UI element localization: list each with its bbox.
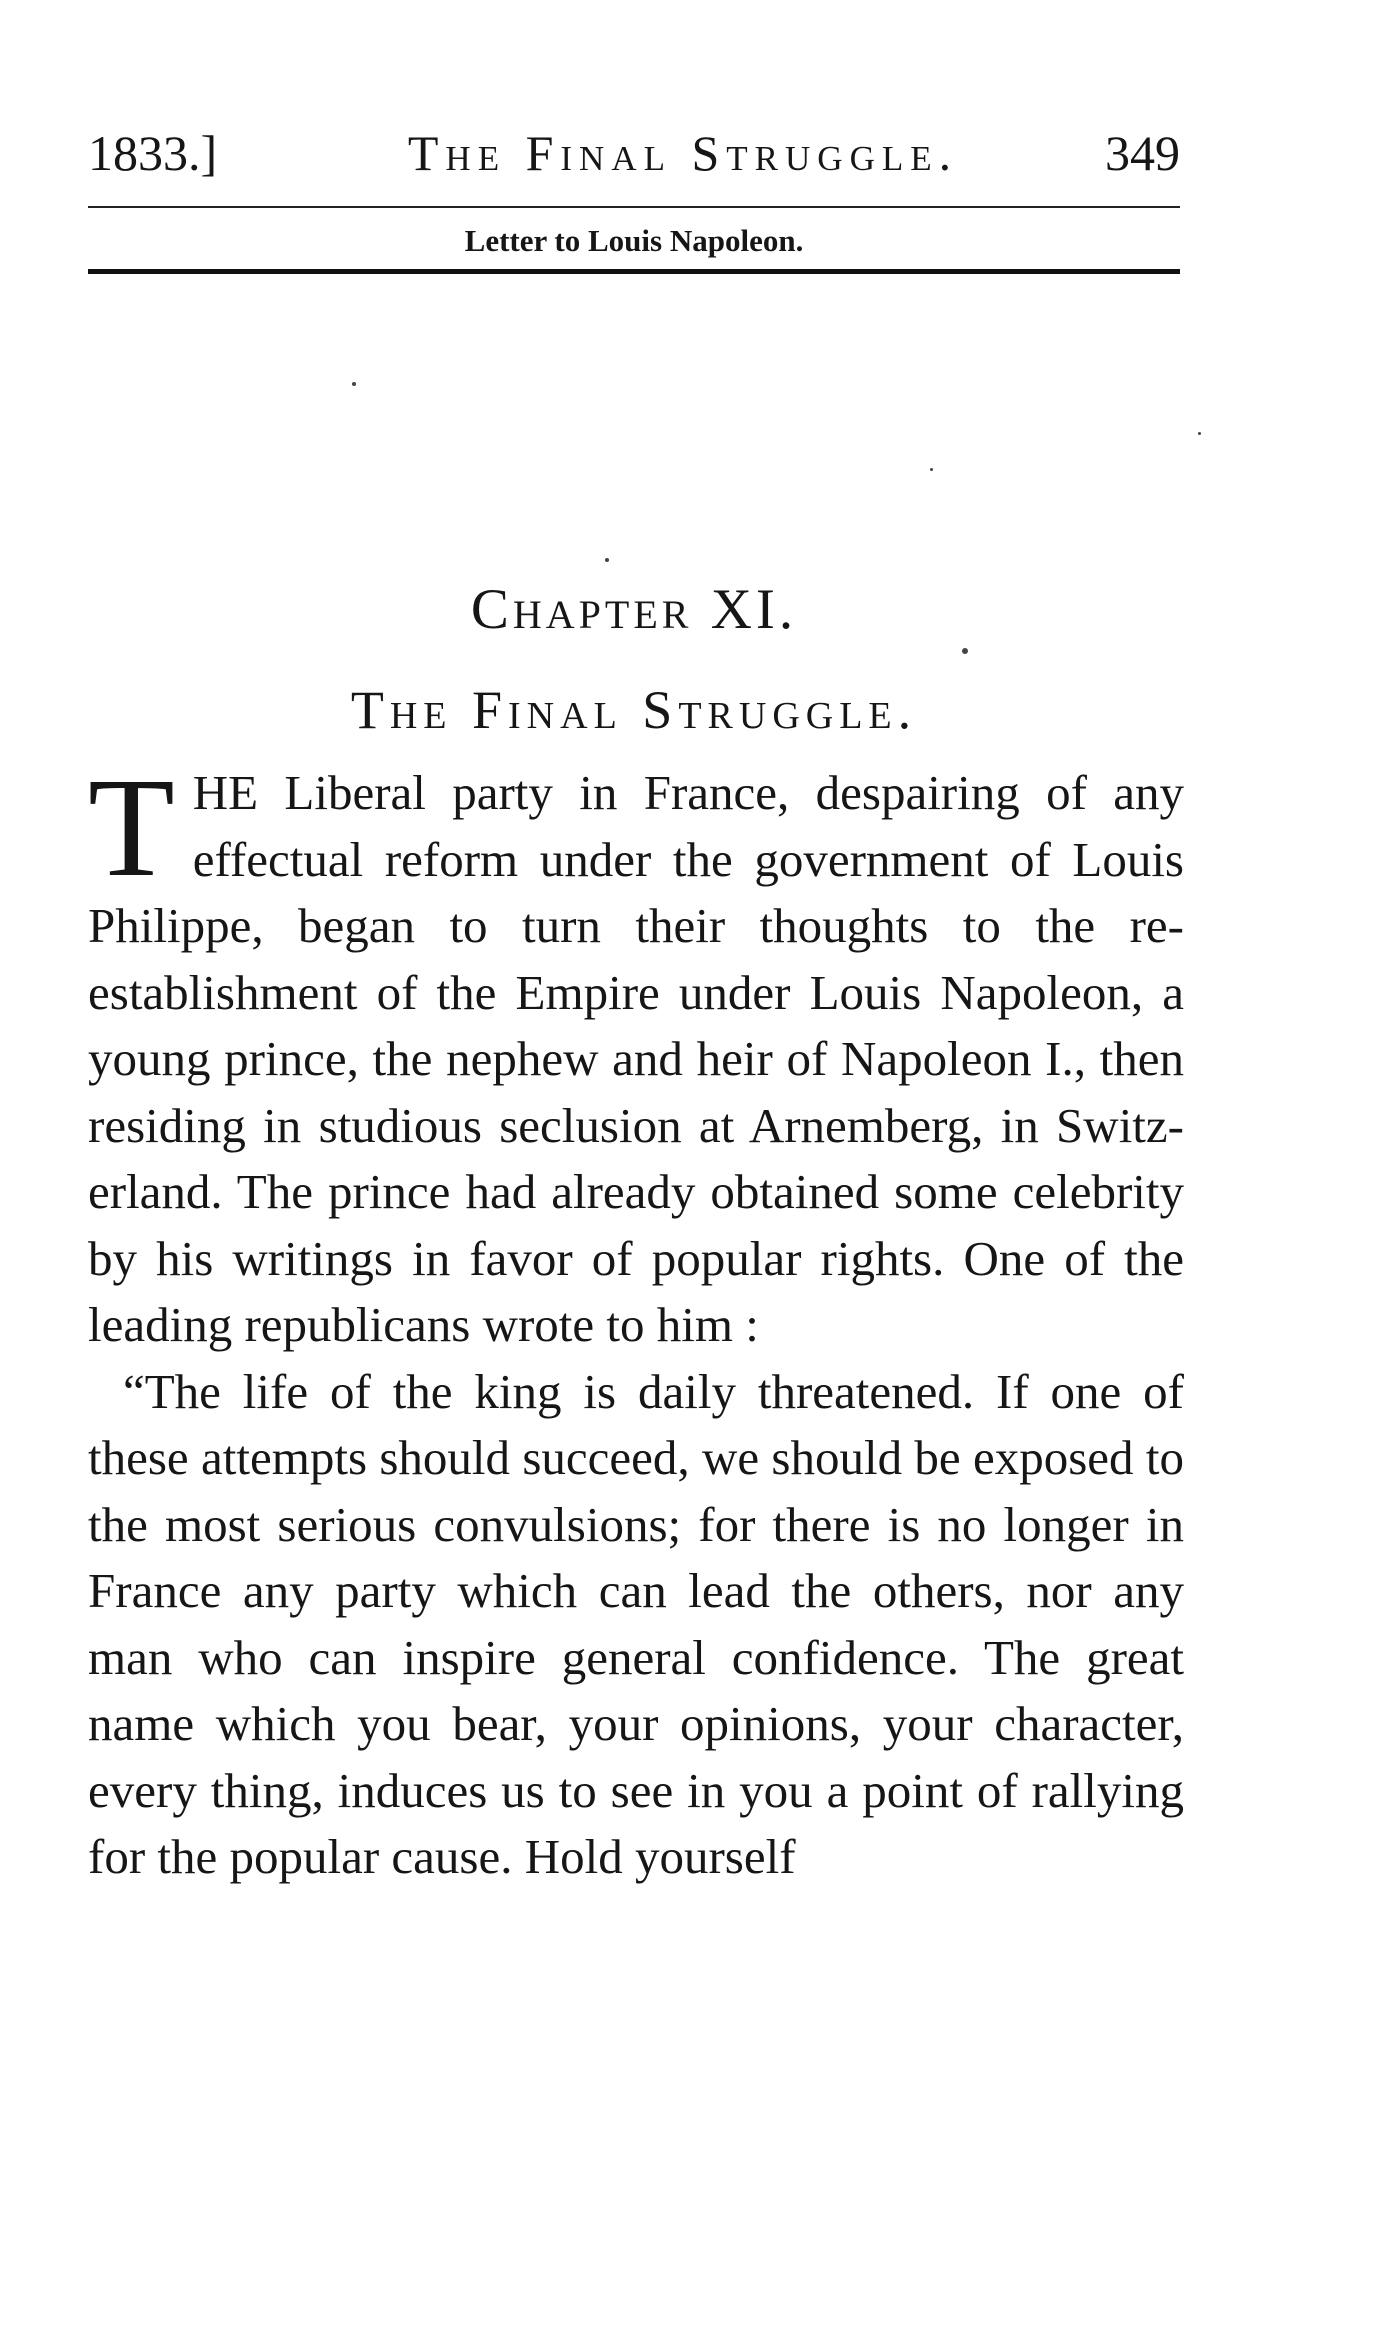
paragraph-1-text: HE Liberal party in France, despairing of any effectual reform under the government of Louis Philippe, began to turn their thoughts to the re-establishment of the Empire under Louis Napoleon, a young prince, the nephew and heir of Napoleon I., then residing in studious seclusion at Arnemberg, in Switzerland. The prince had already obtained some celebrity by his writings in favor of popular rights. One of the leading republicans wrote to him : xyxy=(88,765,1184,1352)
print-speck xyxy=(1198,432,1201,435)
chapter-number: Chapter XI. xyxy=(470,578,798,641)
header-year: 1833.] xyxy=(88,125,218,181)
header-rule-thin xyxy=(88,206,1180,208)
drop-cap: T xyxy=(88,748,175,906)
print-speck xyxy=(605,558,609,562)
paragraph-quote: “The life of the king is daily threatened. If one of these attempts should succeed, we should be exposed to the most serious convulsions; for there is no longer in France any party which can lead the others, nor any man who can inspire general confidence. The great name which you bear, your opinions, your character, every thing, induces us to see in you a point of rallying for the popular cause. Hold yourself xyxy=(88,1363,1184,1884)
running-title: The Final Struggle. xyxy=(407,125,959,181)
header-rule-thick xyxy=(88,269,1180,274)
chapter-title: The Final Struggle. xyxy=(350,680,918,740)
page-number: 349 xyxy=(1105,125,1180,181)
paragraph-opening xyxy=(88,748,1184,1359)
print-speck xyxy=(930,468,933,471)
body-text xyxy=(88,748,1184,1891)
page-header xyxy=(88,118,1180,188)
section-subheading: Letter to Louis Napoleon. xyxy=(464,223,804,258)
print-speck xyxy=(352,382,356,386)
